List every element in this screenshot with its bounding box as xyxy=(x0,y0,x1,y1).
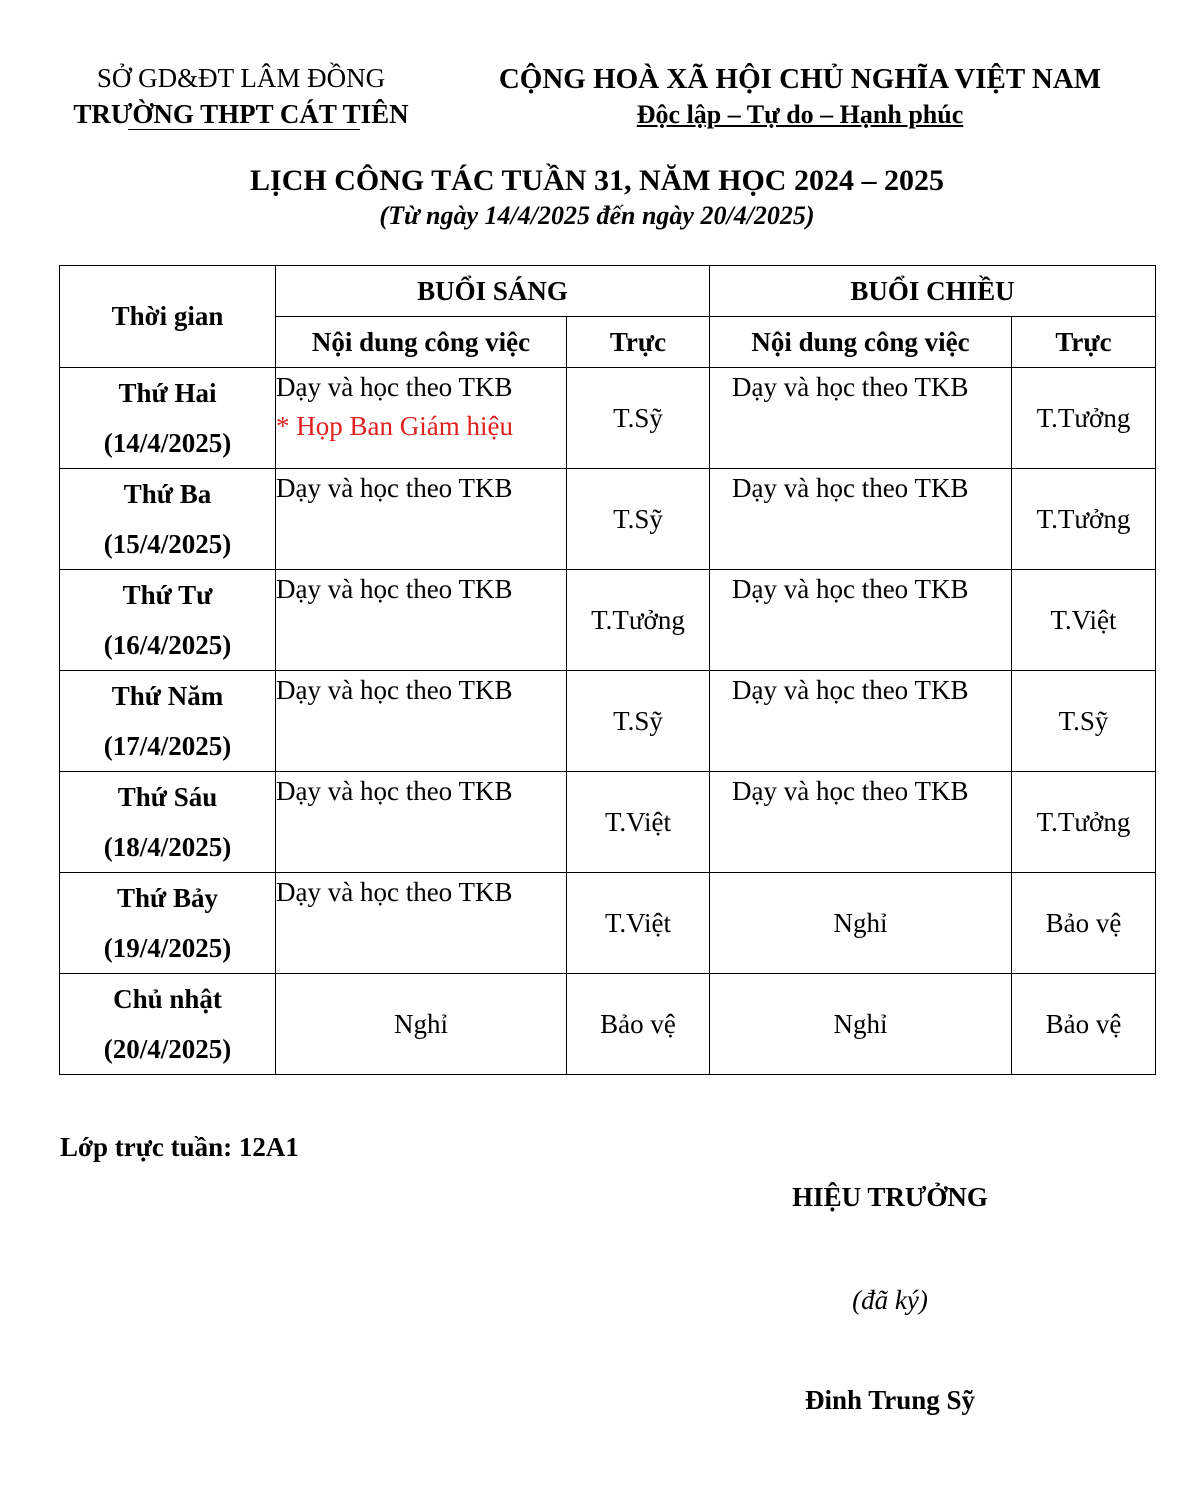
afternoon-duty: Bảo vệ xyxy=(1012,873,1156,974)
school-underline xyxy=(128,129,360,130)
day-cell: Chủ nhật (20/4/2025) xyxy=(60,974,276,1075)
table-row xyxy=(60,974,1156,1075)
morning-duty: Bảo vệ xyxy=(567,974,710,1075)
national-motto: Độc lập – Tự do – Hạnh phúc xyxy=(636,100,964,129)
issuer-block xyxy=(56,60,426,132)
header-morning-content: Nội dung công việc xyxy=(276,317,567,368)
day-cell: Thứ Hai (14/4/2025) xyxy=(60,368,276,469)
afternoon-duty: T.Việt xyxy=(1012,570,1156,671)
signer-role: HIỆU TRƯỞNG xyxy=(792,1182,988,1212)
department-name: SỞ GD&ĐT LÂM ĐỒNG xyxy=(96,63,386,93)
header-morning: BUỔI SÁNG xyxy=(276,266,710,317)
morning-duty: T.Sỹ xyxy=(567,368,710,469)
school-name: TRƯỜNG THPT CÁT TIÊN xyxy=(73,99,409,129)
morning-duty: T.Sỹ xyxy=(567,671,710,772)
signed-note: (đã ký) xyxy=(852,1285,928,1315)
morning-content: Dạy và học theo TKB xyxy=(276,671,567,772)
morning-duty: T.Việt xyxy=(567,873,710,974)
table-header-row xyxy=(60,266,1156,317)
afternoon-content: Nghỉ xyxy=(710,873,1012,974)
day-cell: Thứ Bảy (19/4/2025) xyxy=(60,873,276,974)
day-cell: Thứ Tư (16/4/2025) xyxy=(60,570,276,671)
morning-duty: T.Việt xyxy=(567,772,710,873)
day-cell: Thứ Năm (17/4/2025) xyxy=(60,671,276,772)
morning-content: Dạy và học theo TKB xyxy=(276,469,567,570)
afternoon-duty: T.Sỹ xyxy=(1012,671,1156,772)
afternoon-duty: T.Tưởng xyxy=(1012,772,1156,873)
morning-content: Nghỉ xyxy=(276,974,567,1075)
morning-content: Dạy và học theo TKB xyxy=(276,873,567,974)
morning-content: Dạy và học theo TKB xyxy=(276,772,567,873)
nation-name: CỘNG HOÀ XÃ HỘI CHỦ NGHĨA VIỆT NAM xyxy=(498,63,1102,95)
afternoon-duty: T.Tưởng xyxy=(1012,469,1156,570)
afternoon-content: Dạy và học theo TKB xyxy=(710,469,1012,570)
afternoon-content: Nghỉ xyxy=(710,974,1012,1075)
morning-content: Dạy và học theo TKB xyxy=(276,570,567,671)
morning-duty: T.Sỹ xyxy=(567,469,710,570)
afternoon-duty: Bảo vệ xyxy=(1012,974,1156,1075)
document-title: LỊCH CÔNG TÁC TUẦN 31, NĂM HỌC 2024 – 2025 xyxy=(250,164,944,197)
table-row xyxy=(60,570,1156,671)
header-afternoon-content: Nội dung công việc xyxy=(710,317,1012,368)
morning-duty: T.Tưởng xyxy=(567,570,710,671)
table-row xyxy=(60,772,1156,873)
morning-content: Dạy và học theo TKB * Họp Ban Giám hiệu xyxy=(276,368,567,469)
national-header xyxy=(470,60,1130,132)
meeting-note: * Họp Ban Giám hiệu xyxy=(276,411,513,441)
table-row xyxy=(60,671,1156,772)
afternoon-duty: T.Tưởng xyxy=(1012,368,1156,469)
signer-name: Đinh Trung Sỹ xyxy=(804,1385,976,1415)
duty-class-label: Lớp trực tuần: 12A1 xyxy=(60,1132,299,1162)
schedule-table xyxy=(59,265,1156,1075)
header-afternoon: BUỔI CHIỀU xyxy=(710,266,1156,317)
afternoon-content: Dạy và học theo TKB xyxy=(710,772,1012,873)
afternoon-content: Dạy và học theo TKB xyxy=(710,671,1012,772)
header-time: Thời gian xyxy=(60,266,276,368)
header-afternoon-duty: Trực xyxy=(1012,317,1156,368)
table-row xyxy=(60,469,1156,570)
day-cell: Thứ Sáu (18/4/2025) xyxy=(60,772,276,873)
day-cell: Thứ Ba (15/4/2025) xyxy=(60,469,276,570)
table-row xyxy=(60,873,1156,974)
table-row xyxy=(60,368,1156,469)
document-date-range: (Từ ngày 14/4/2025 đến ngày 20/4/2025) xyxy=(379,201,815,230)
afternoon-content: Dạy và học theo TKB xyxy=(710,368,1012,469)
header-morning-duty: Trực xyxy=(567,317,710,368)
afternoon-content: Dạy và học theo TKB xyxy=(710,570,1012,671)
